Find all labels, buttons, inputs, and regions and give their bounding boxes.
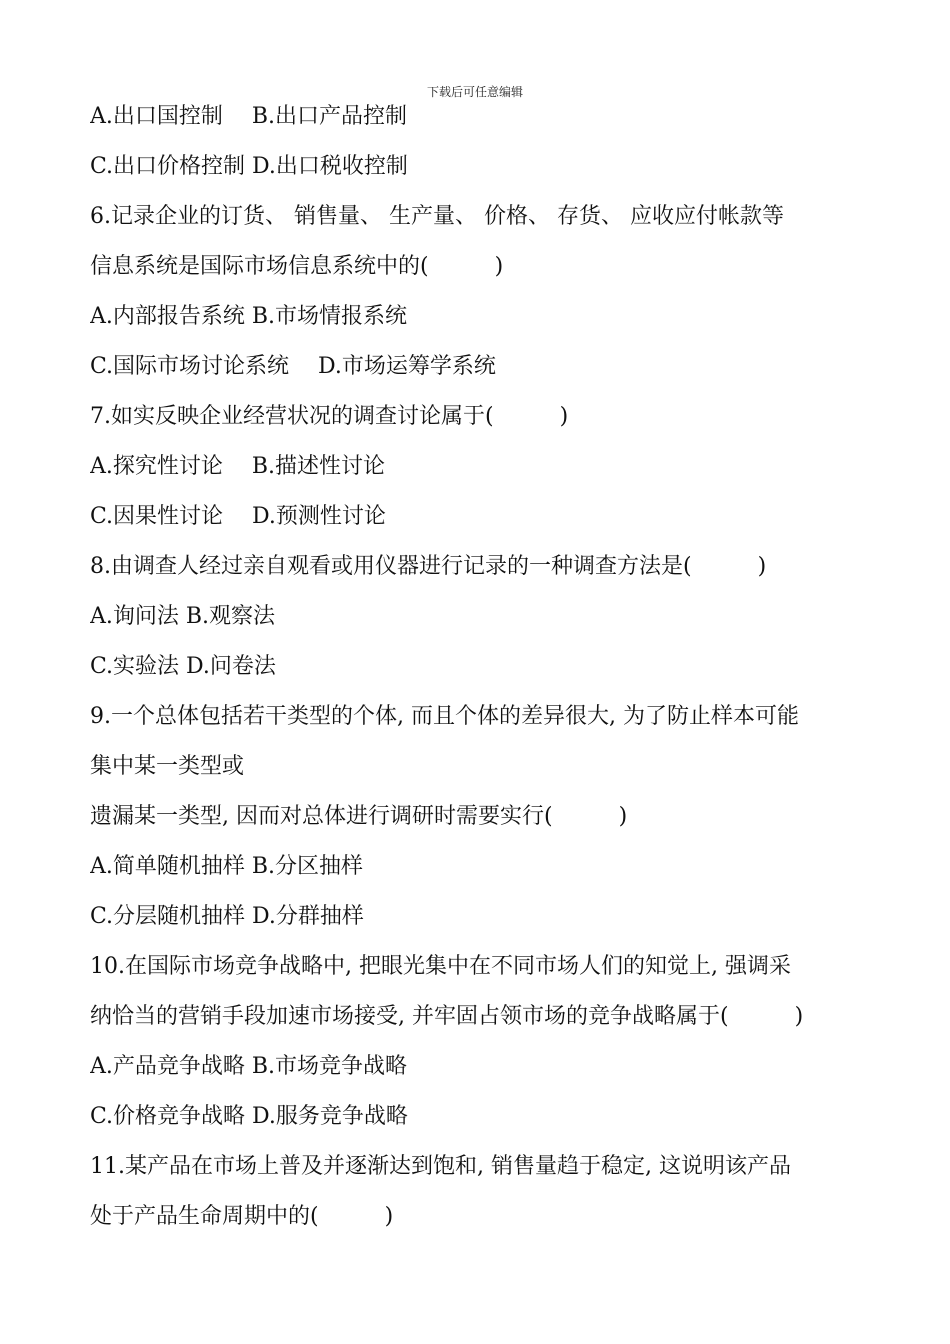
option-line-6ab: A.内部报告系统 B.市场情报系统 <box>90 304 408 329</box>
option-line-7ab: A.探究性讨论 B.描述性讨论 <box>90 454 386 479</box>
question-9-line-2: 集中某一类型或 <box>90 754 245 779</box>
option-line-5cd: C.出口价格控制 D.出口税收控制 <box>90 154 408 179</box>
question-11-line-1: 11.某产品在市场上普及并逐渐达到饱和, 销售量趋于稳定, 这说明该产品 <box>90 1154 791 1179</box>
option-line-10ab: A.产品竞争战略 B.市场竞争战略 <box>90 1054 408 1079</box>
question-7: 7.如实反映企业经营状况的调查讨论属于( ) <box>90 404 569 429</box>
question-8: 8.由调查人经过亲自观看或用仪器进行记录的一种调查方法是( ) <box>90 554 767 579</box>
option-line-7cd: C.因果性讨论 D.预测性讨论 <box>90 504 386 529</box>
option-line-9ab: A.简单随机抽样 B.分区抽样 <box>90 854 364 879</box>
question-10-line-1: 10.在国际市场竞争战略中, 把眼光集中在不同市场人们的知觉上, 强调采 <box>90 954 791 979</box>
option-line-9cd: C.分层随机抽样 D.分群抽样 <box>90 904 364 929</box>
option-line-10cd: C.价格竞争战略 D.服务竞争战略 <box>90 1104 408 1129</box>
question-10-line-2: 纳恰当的营销手段加速市场接受, 并牢固占领市场的竞争战略属于( ) <box>90 1004 804 1029</box>
question-6-line-2: 信息系统是国际市场信息系统中的( ) <box>90 254 504 279</box>
option-line-6cd: C.国际市场讨论系统 D.市场运筹学系统 <box>90 354 496 379</box>
page-header: 下载后可任意编辑 <box>426 85 523 99</box>
question-6-line-1: 6.记录企业的订货、 销售量、 生产量、 价格、 存货、 应收应付帐款等 <box>90 204 784 229</box>
option-line-5ab: A.出口国控制 B.出口产品控制 <box>90 104 408 129</box>
question-9-line-3: 遗漏某一类型, 因而对总体进行调研时需要实行( ) <box>90 804 628 829</box>
question-9-line-1: 9.一个总体包括若干类型的个体, 而且个体的差异很大, 为了防止样本可能 <box>90 704 799 729</box>
option-line-8cd: C.实验法 D.问卷法 <box>90 654 276 679</box>
question-11-line-2: 处于产品生命周期中的( ) <box>90 1204 394 1229</box>
document-body <box>90 92 870 1242</box>
option-line-8ab: A.询问法 B.观察法 <box>90 604 276 629</box>
